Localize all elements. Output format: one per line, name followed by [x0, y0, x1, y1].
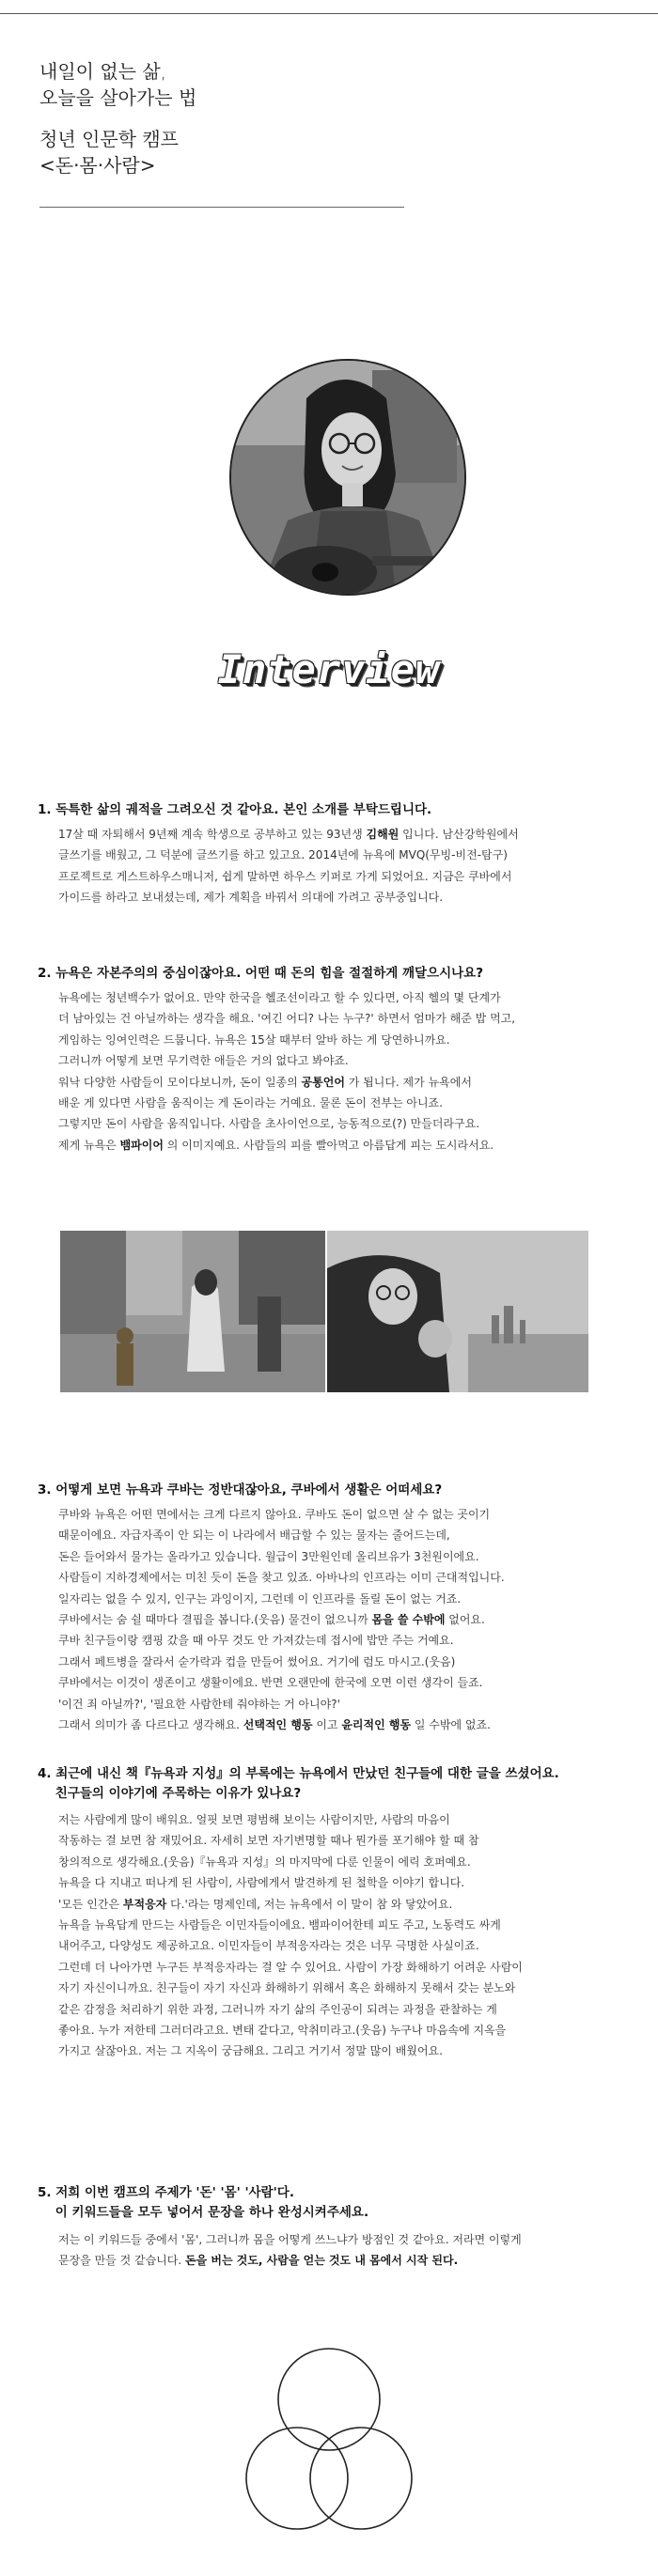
answer-line: [58, 1809, 632, 1830]
photo-harbor: [327, 1231, 588, 1392]
answer-line: [58, 1030, 632, 1050]
answer-text: 저는 이 키워드들 중에서 '몸', 그러니까 몸을 어떻게 쓰느냐가 방점인 것 같아요. 저라면 이렇게: [58, 2233, 522, 2246]
answer-text: 그래서 의미가 좀 다르다고 생각해요.: [58, 1718, 243, 1732]
answer-line: [58, 2020, 632, 2041]
answer-line: [58, 1135, 632, 1156]
answer-line: [58, 866, 632, 887]
answer-line: [58, 1546, 632, 1567]
answer-text: 일 수밖에 없죠.: [411, 1718, 491, 1732]
answer-2: [58, 987, 632, 1156]
answer-text: 이고: [312, 1718, 342, 1732]
answer-text: 입니다. 남산강학원에서: [399, 828, 519, 841]
photo-wall-street: [60, 1231, 325, 1392]
answer-text: 워낙 다양한 사람들이 모이다보니까, 돈이 일종의: [58, 1075, 302, 1089]
sub-title-line2: <돈·몸·사람>: [39, 154, 156, 177]
answer-text: 쿠바 친구들이랑 캠핑 갔을 때 아무 것도 안 가져갔는데 접시에 밥만 주는 거예요.: [58, 1634, 454, 1648]
answer-text: 의 이미지예요. 사람들의 피를 빨아먹고 아름답게 피는 도시라서요.: [163, 1138, 494, 1152]
question-4-line1: 4. 최근에 내신 책『뉴욕과 지성』의 부록에는 뉴욕에서 만났던 친구들에 대한 글을 쓰셨어요.: [38, 1766, 559, 1781]
answer-text: 글쓰기를 배웠고, 그 덕분에 글쓰기를 하고 있고요. 2014년에 뉴욕에 MVQ(무빙-비전-탐구): [58, 848, 508, 862]
answer-emphasis: 공통언어: [301, 1075, 345, 1089]
top-rule: [0, 13, 658, 14]
question-4: [38, 1764, 639, 1804]
venn-circles-icon: [226, 2345, 432, 2538]
answer-text: 자기 자신이니까요. 친구들이 자기 자신과 화해하기 위해서 혹은 화해하지 못해서 갖는 분노와: [58, 1981, 516, 1995]
answer-text: 배운 게 있다면 사람을 움직이는 게 돈이라는 거예요. 물론 돈이 전부는 아니죠.: [58, 1096, 443, 1110]
answer-text: 쿠바에서는 숨 쉴 때마다 결핍을 봅니다.(웃음) 물건이 없으니까: [58, 1613, 372, 1627]
answer-line: [58, 845, 632, 865]
answer-emphasis: 부적응자: [122, 1897, 167, 1911]
answer-line: [58, 1072, 632, 1093]
answer-text: 17살 때 자퇴해서 9년째 계속 학생으로 공부하고 있는 93년생: [58, 828, 367, 841]
answer-text: 문장을 만들 것 같습니다.: [58, 2254, 185, 2268]
answer-line: [58, 1113, 632, 1134]
answer-text: '이건 죄 아닐까?', '필요한 사람한테 줘야하는 거 아니야?': [58, 1697, 340, 1711]
answer-emphasis: 윤리적인 행동: [341, 1718, 412, 1732]
answer-emphasis: 김해원: [366, 828, 400, 841]
answer-text: 없어요.: [445, 1613, 485, 1627]
question-3: [38, 1481, 639, 1500]
answer-text: 뉴욕에는 청년백수가 없어요. 만약 한국을 헬조선이라고 할 수 있다면, 아직 헬의 몇 단계가: [58, 991, 501, 1004]
answer-text: 좋아요. 누가 저한테 그러더라고요. 변태 같다고, 악취미라고.(웃음) 누구나 마음속에 지옥을: [58, 2024, 507, 2038]
answer-text: 뉴욕을 다 지내고 떠나게 된 사람이, 사람에게서 발견하게 된 철학을 이야기 합니다.: [58, 1876, 465, 1890]
answer-text: 가이드를 하라고 보내셨는데, 제가 계획을 바꿔서 의대에 가려고 공부중입니다.: [58, 891, 444, 905]
question-2-line: 2. 뉴욕은 자본주의의 중심이잖아요. 어떤 때 돈의 힘을 절절하게 깨달으시나요?: [38, 966, 484, 981]
answer-line: [58, 1504, 632, 1525]
answer-emphasis: 돈을 버는 것도, 사람을 얻는 것도 내 몸에서 시작 된다.: [185, 2254, 459, 2268]
photo-pair: [60, 1231, 588, 1392]
question-5: [38, 2183, 639, 2223]
answer-1: [58, 824, 632, 908]
answer-emphasis: 선택적인 행동: [243, 1718, 313, 1732]
main-title-line1: 내일이 없는 삶,: [39, 60, 166, 83]
answer-4: [58, 1809, 632, 2062]
question-5-line2: 이 키워드들을 모두 넣어서 문장을 하나 완성시켜주세요.: [38, 2205, 369, 2220]
portrait-illustration: [231, 361, 464, 594]
answer-line: [58, 887, 632, 908]
answer-line: [58, 1999, 632, 2020]
header-rule: [39, 207, 404, 208]
answer-line: [58, 2041, 632, 2061]
main-title: [39, 58, 196, 111]
answer-text: 쿠바에서는 이것이 생존이고 생활이에요. 반면 오랜만에 한국에 오면 이런 생각이 들죠.: [58, 1676, 483, 1690]
answer-line: [58, 1852, 632, 1872]
answer-line: [58, 2250, 632, 2271]
answer-text: 일자리는 없을 수 있지, 인구는 과잉이지, 그런데 이 인프라를 돌릴 돈이 없는 거죠.: [58, 1591, 462, 1606]
answer-line: [58, 1609, 632, 1630]
answer-line: [58, 1978, 632, 1998]
answer-5: [58, 2229, 632, 2272]
interview-heading: Interview: [217, 646, 441, 692]
answer-line: [58, 987, 632, 1008]
answer-emphasis: 뱀파이어: [119, 1138, 164, 1152]
answer-text: 쿠바와 뉴욕은 어떤 면에서는 크게 다르지 않아요. 쿠바도 돈이 없으면 살 수 없는 곳이기: [58, 1508, 491, 1521]
answer-text: 돈은 들어와서 물가는 올라가고 있습니다. 월급이 3만원인데 올리브유가 3천원이에요.: [58, 1549, 479, 1563]
answer-text: 사람들이 지하경제에서는 미친 듯이 돈을 찾고 있죠. 아바나의 인프라는 이미 근대적입니다.: [58, 1571, 505, 1585]
answer-text: 뉴욕을 뉴욕답게 만드는 사람들은 이민자들이에요. 뱀파이어한테 피도 주고, 노동력도 싸게: [58, 1918, 501, 1932]
answer-line: [58, 1050, 632, 1071]
answer-text: '모든 인간은: [58, 1897, 123, 1911]
answer-text: 다.'라는 명제인데, 저는 뉴욕에서 이 말이 참 와 닿았어요.: [166, 1897, 453, 1911]
answer-text: 가지고 살잖아요. 저는 그 지옥이 궁금해요. 그리고 거기서 정말 많이 배웠어요.: [58, 2044, 443, 2058]
answer-line: [58, 1694, 632, 1715]
answer-line: [58, 824, 632, 845]
answer-text: 가 됩니다. 제가 뉴욕에서: [344, 1075, 472, 1089]
answer-line: [58, 1589, 632, 1609]
answer-line: [58, 1672, 632, 1693]
answer-text: 그런데 더 나아가면 누구든 부적응자라는 걸 알 수 있어요. 사람이 가장 화해하기 어려운 사람이: [58, 1960, 523, 1974]
answer-line: [58, 1935, 632, 1956]
main-title-line2: 오늘을 살아가는 법: [39, 86, 197, 109]
answer-3: [58, 1504, 632, 1735]
answer-text: 그러니까 어떻게 보면 무기력한 애들은 거의 없다고 봐야죠.: [58, 1054, 349, 1068]
sub-title-line1: 청년 인문학 캠프: [39, 128, 179, 150]
answer-text: 그렇지만 돈이 사람을 움직입니다. 사람을 초사이언으로, 능동적으로(?) 만들더라구요.: [58, 1117, 480, 1131]
answer-line: [58, 1894, 632, 1915]
answer-line: [58, 1957, 632, 1978]
answer-line: [58, 1830, 632, 1851]
answer-text: 제게 뉴욕은: [58, 1138, 120, 1152]
sub-title: [39, 126, 179, 178]
answer-text: 같은 감정을 처리하기 위한 과정, 그러니까 자기 삶의 주인공이 되려는 과정을 관찰하는 게: [58, 2002, 497, 2016]
answer-line: [58, 2229, 632, 2250]
answer-line: [58, 1093, 632, 1113]
portrait-photo: [229, 359, 466, 596]
answer-text: 창의적으로 생각해요.(웃음)『뉴욕과 지성』의 마지막에 다룬 인물이 에릭 호퍼예요.: [58, 1854, 471, 1869]
answer-text: 내어주고, 다양성도 제공하고요. 이민자들이 부적응자라는 것은 너무 극명한 사실이죠.: [58, 1939, 479, 1953]
answer-line: [58, 1525, 632, 1545]
answer-line: [58, 1715, 632, 1735]
question-5-line1: 5. 저희 이번 캠프의 주제가 '돈' '몸' '사람'다.: [38, 2185, 294, 2200]
answer-text: 때문이에요. 자급자족이 안 되는 이 나라에서 배급할 수 있는 물자는 줄어드는데,: [58, 1529, 450, 1543]
answer-text: 저는 사람에게 많이 배워요. 얼핏 보면 평범해 보이는 사람이지만, 사람의 마음이: [58, 1813, 450, 1826]
answer-text: 그래서 페트병을 잘라서 숟가락과 컵을 만들어 썼어요. 거기에 럼도 마시고.(웃음): [58, 1654, 456, 1668]
question-2: [38, 964, 639, 984]
photo-wall-street-illustration: [60, 1231, 325, 1392]
answer-line: [58, 1008, 632, 1029]
question-1-line: 1. 독특한 삶의 궤적을 그려오신 것 같아요. 본인 소개를 부탁드립니다.: [38, 802, 432, 817]
answer-text: 프로젝트로 게스트하우스매니저, 쉽게 말하면 하우스 키퍼로 가게 되었어요. 지금은 쿠바에서: [58, 869, 512, 883]
answer-text: 작동하는 걸 보면 참 재밌어요. 자세히 보면 자기변명할 때나 뭔가를 포기해야 할 때 참: [58, 1834, 479, 1848]
answer-line: [58, 1567, 632, 1588]
answer-text: 게임하는 잉여인력은 드뭅니다. 뉴욕은 15살 때부터 알바 하는 게 당연하니까요.: [58, 1032, 450, 1047]
answer-emphasis: 몸을 쓸 수밖에: [371, 1613, 446, 1627]
photo-harbor-illustration: [327, 1231, 588, 1392]
answer-text: 더 남아있는 건 아닐까하는 생각을 해요. '여긴 어디? 나는 누구?' 하면서 엄마가 해준 밥 먹고,: [58, 1012, 516, 1026]
answer-line: [58, 1915, 632, 1935]
question-3-line: 3. 어떻게 보면 뉴욕과 쿠바는 정반대잖아요, 쿠바에서 생활은 어떠세요?: [38, 1482, 443, 1497]
question-1: [38, 800, 639, 820]
answer-line: [58, 1630, 632, 1651]
answer-line: [58, 1652, 632, 1672]
question-4-line2: 친구들의 이야기에 주목하는 이유가 있나요?: [38, 1786, 302, 1801]
answer-line: [58, 1872, 632, 1893]
